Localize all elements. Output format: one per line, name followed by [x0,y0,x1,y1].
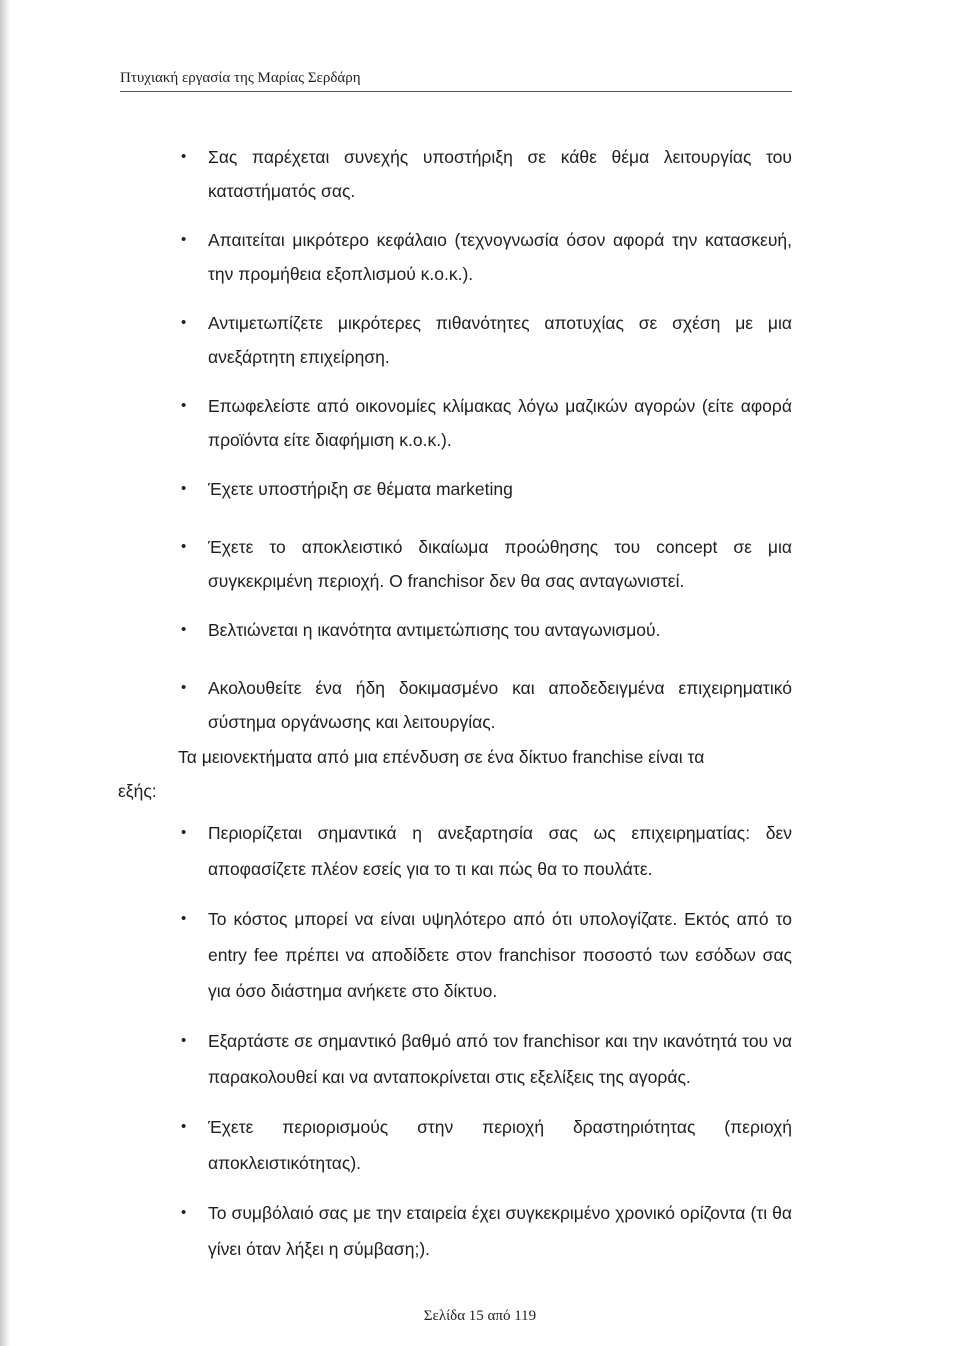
page-footer [0,1308,960,1325]
list-item: • Επωφελείστε από οικονομίες κλίμακας λόγω μαζικών αγορών (είτε αφορά προϊόντα είτε διαφήμιση κ.ο.κ.). [178,389,792,457]
advantages-list [178,140,792,739]
list-item: • Έχετε το αποκλειστικό δικαίωμα προώθησης του concept σε μια συγκεκριμένη περιοχή. Ο franchisor δεν θα σας ανταγωνιστεί. [178,530,792,598]
list-item: • Περιορίζεται σημαντικά η ανεξαρτησία σας ως επιχειρηματίας: δεν αποφασίζετε πλέον εσείς για το τι και πώς θα το πουλάτε. [178,815,792,887]
list-item: • Το κόστος μπορεί να είναι υψηλότερο από ότι υπολογίζατε. Εκτός από το entry fee πρέπει να αποδίδετε στον franchisor ποσοστό των εσόδων σας για όσο διάστημα ανήκετε στο δίκτυο. [178,901,792,1009]
list-item: • Βελτιώνεται η ικανότητα αντιμετώπισης του ανταγωνισμού. [178,613,792,647]
disadvantages-intro [118,740,792,801]
list-item: • Απαιτείται μικρότερο κεφάλαιο (τεχνογνωσία όσον αφορά την κατασκευή, την προμήθεια εξοπλισμού κ.ο.κ.). [178,223,792,291]
disadvantages-list [178,815,792,1267]
scan-edge-shadow [0,0,10,1346]
list-item: • Ακολουθείτε ένα ήδη δοκιμασμένο και αποδεδειγμένα επιχειρηματικό σύστημα οργάνωσης και λειτουργίας. [178,671,792,739]
list-item: • Σας παρέχεται συνεχής υποστήριξη σε κάθε θέμα λειτουργίας του καταστήματός σας. [178,140,792,208]
advantages-section [178,140,792,754]
list-item: • Αντιμετωπίζετε μικρότερες πιθανότητες αποτυχίας σε σχέση με μια ανεξάρτητη επιχείρηση. [178,306,792,374]
page-header [120,70,792,92]
intro-tail: εξής: [118,781,157,801]
intro-text: Τα μειονεκτήματα από μια επένδυση σε ένα δίκτυο franchise είναι τα [178,747,705,767]
list-item: • Έχετε περιορισμούς στην περιοχή δραστηριότητας (περιοχή αποκλειστικότητας). [178,1109,792,1181]
header-title: Πτυχιακή εργασία της Μαρίας Σερδάρη [120,70,361,86]
disadvantages-section [178,815,792,1281]
list-item: • Εξαρτάστε σε σημαντικό βαθμό από τον franchisor και την ικανότητά του να παρακολουθεί και να ανταποκρίνεται στις εξελίξεις της αγοράς. [178,1023,792,1095]
list-item: • Έχετε υποστήριξη σε θέματα marketing [178,472,792,506]
list-item: • Το συμβόλαιό σας με την εταιρεία έχει συγκεκριμένο χρονικό ορίζοντα (τι θα γίνει όταν λήξει η σύμβαση;). [178,1195,792,1267]
page-number: Σελίδα 15 από 119 [423,1308,537,1324]
